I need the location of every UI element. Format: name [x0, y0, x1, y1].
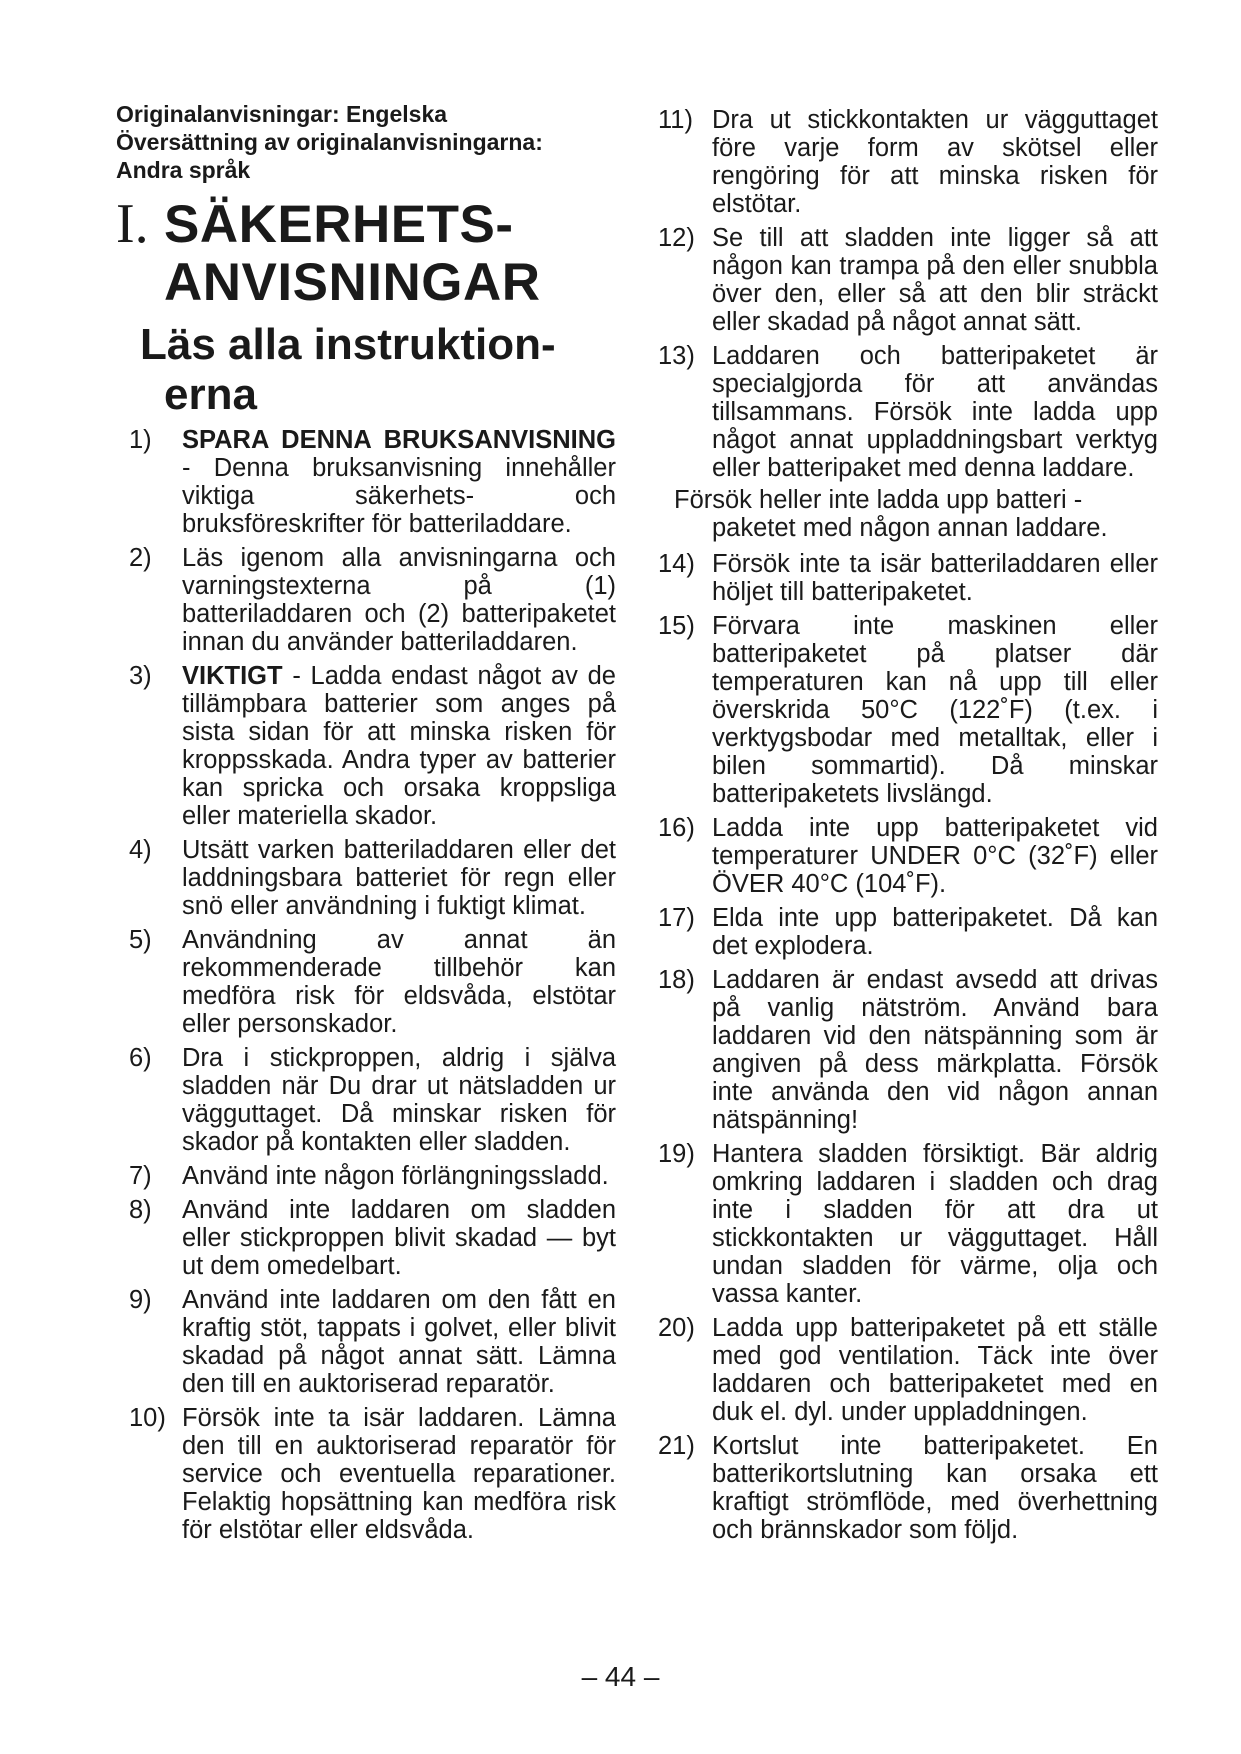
list-item-number: 21) — [658, 1432, 695, 1460]
list-item-text: Dra ut stickkontakten ur vägguttaget före varje form av skötsel eller rengöring för att minska risken för elstötar. — [712, 106, 1158, 218]
list-item-emphasis: VIKTIGT — [182, 662, 283, 690]
list-item-text: Elda inte upp batteripaketet. Då kan det explodera. — [712, 904, 1158, 960]
list-item-text: Försök inte ta isär laddaren. Lämna den till en auktoriserad reparatör för service och eventuella reparationer. Felaktig hopsättning kan medföra risk för elstötar eller eldsvåda. — [182, 1404, 616, 1544]
item-13-continuation — [658, 486, 1158, 542]
list-item-text: Använd inte någon förlängningssladd. — [182, 1162, 609, 1190]
header-other-languages: Andra språk — [116, 157, 251, 183]
list-item — [658, 106, 1158, 218]
list-item — [116, 662, 616, 830]
list-item-number: 12) — [658, 224, 695, 252]
list-item — [116, 426, 616, 538]
list-item-text: Dra i stickproppen, aldrig i själva sladden när Du drar ut nätsladden ur vägguttaget. Då minskar risken för skador på kontakten eller sladden. — [182, 1044, 616, 1156]
list-item-number: 3) — [129, 662, 152, 690]
list-item-number: 20) — [658, 1314, 695, 1342]
list-item-number: 9) — [129, 1286, 152, 1314]
subtitle-line2: erna — [164, 370, 257, 419]
list-item-number: 10) — [129, 1404, 166, 1432]
section-title-line1: SÄKERHETS- — [164, 195, 514, 254]
list-item — [116, 926, 616, 1038]
list-item — [116, 1286, 616, 1398]
subtitle-line1: Läs alla instruktion- — [140, 320, 556, 369]
list-item-number: 13) — [658, 342, 695, 370]
list-item-number: 19) — [658, 1140, 695, 1168]
list-item-text: Använd inte laddaren om den fått en kraftig stöt, tappats i golvet, eller blivit skadad på något annat sätt. Lämna den till en auktoriserad reparatör. — [182, 1286, 616, 1398]
list-item — [116, 836, 616, 920]
header-translation: Översättning av originalanvisningarna: — [116, 129, 543, 155]
section-title — [116, 193, 616, 312]
list-item — [658, 550, 1158, 606]
list-item-number: 18) — [658, 966, 695, 994]
list-item — [658, 612, 1158, 808]
list-item-number: 8) — [129, 1196, 152, 1224]
list-item — [116, 1404, 616, 1544]
continuation-line2: paketet med någon annan laddare. — [712, 514, 1108, 542]
list-item — [658, 814, 1158, 898]
list-item-text: Se till att sladden inte ligger så att någon kan trampa på den eller snubbla över den, eller så att den blir sträckt eller skadad på något annat sätt. — [712, 224, 1158, 336]
page-number: – 44 – — [581, 1661, 660, 1692]
list-item — [658, 904, 1158, 960]
list-item — [658, 224, 1158, 336]
document-header — [116, 100, 616, 184]
list-item-number: 2) — [129, 544, 152, 572]
list-item — [658, 342, 1158, 482]
list-item-text: Laddaren och batteripaketet är specialgjorda för att användas tillsammans. Försök inte ladda upp något annat uppladdningsbart verktyg eller batteripaket med denna laddare. — [712, 342, 1158, 482]
list-item-number: 17) — [658, 904, 695, 932]
list-item-text: Användning av annat än rekommenderade tillbehör kan medföra risk för eldsvåda, elstötar eller personskador. — [182, 926, 616, 1038]
list-item — [116, 1044, 616, 1156]
list-item-number: 11) — [658, 106, 693, 134]
list-item-number: 5) — [129, 926, 152, 954]
header-original-language: Originalanvisningar: Engelska — [116, 101, 448, 127]
list-item-number: 4) — [129, 836, 152, 864]
list-item-text: Ladda inte upp batteripaketet vid temperaturer UNDER 0°C (32˚F) eller ÖVER 40°C (104˚F). — [712, 814, 1158, 898]
list-item-number: 16) — [658, 814, 695, 842]
section-numeral: I. — [116, 193, 149, 255]
list-item-number: 7) — [129, 1162, 152, 1190]
list-item-number: 6) — [129, 1044, 152, 1072]
safety-list-right-b — [658, 550, 1158, 1544]
list-item — [116, 1162, 616, 1190]
right-column — [658, 100, 1158, 1550]
list-item-number: 15) — [658, 612, 695, 640]
list-item — [658, 1140, 1158, 1308]
safety-list-right-a — [658, 106, 1158, 482]
list-item — [658, 966, 1158, 1134]
section-title-line2: ANVISNINGAR — [164, 253, 541, 312]
list-item-text: Förvara inte maskinen eller batteripaketet på platser där temperaturen kan nå upp till eller överskrida 50°C (122˚F) (t.ex. i verktygsbodar med metalltak, eller i bilen sommartid). Då minskar batteripaketets livslängd. — [712, 612, 1158, 808]
left-column — [116, 100, 616, 1550]
list-item-text: Försök inte ta isär batteriladdaren eller höljet till batteripaketet. — [712, 550, 1158, 606]
list-item-text: Läs igenom alla anvisningarna och varningstexterna på (1) batteriladdaren och (2) batteripaketet innan du använder batteriladdaren. — [182, 544, 616, 656]
list-item-text: Använd inte laddaren om sladden eller stickproppen blivit skadad — byt ut dem omedelbart. — [182, 1196, 616, 1280]
list-item-text: Utsätt varken batteriladdaren eller det laddningsbara batteriet för regn eller snö eller användning i fuktigt klimat. — [182, 836, 616, 920]
list-item-text: - Denna bruksanvisning innehåller viktiga säkerhets- och bruksföreskrifter för batteriladdare. — [182, 454, 616, 538]
list-item — [116, 544, 616, 656]
list-item-number: 1) — [129, 426, 152, 454]
subtitle — [116, 320, 616, 420]
list-item-text: - Ladda endast något av de tillämpbara batterier som anges på sista sidan för att minska risken för kroppsskada. Andra typer av batterier kan spricka och orsaka kroppsliga eller materiella skador. — [182, 662, 616, 830]
list-item-text: Laddaren är endast avsedd att drivas på vanlig nätström. Använd bara laddaren vid den nätspänning som är angiven på dess märkplatta. Försök inte använda den vid någon annan nätspänning! — [712, 966, 1158, 1134]
list-item-text: Hantera sladden försiktigt. Bär aldrig omkring laddaren i sladden och drag inte i sladden för att dra ut stickkontakten ur vägguttaget. Håll undan sladden för värme, olja och vassa kanter. — [712, 1140, 1158, 1308]
list-item — [658, 1432, 1158, 1544]
safety-list-left — [116, 426, 616, 1544]
list-item — [116, 1196, 616, 1280]
list-item-text: Ladda upp batteripaketet på ett ställe med god ventilation. Täck inte över laddaren och batteripaketet med en duk el. dyl. under uppladdningen. — [712, 1314, 1158, 1426]
continuation-line1: Försök heller inte ladda upp batteri - — [674, 486, 1083, 514]
list-item-text: Kortslut inte batteripaketet. En batterikortslutning kan orsaka ett kraftigt strömflöde, med överhettning och brännskador som följd. — [712, 1432, 1158, 1544]
list-item-number: 14) — [658, 550, 695, 578]
list-item-emphasis: SPARA DENNA BRUKSANVISNING — [182, 426, 616, 454]
list-item — [658, 1314, 1158, 1426]
